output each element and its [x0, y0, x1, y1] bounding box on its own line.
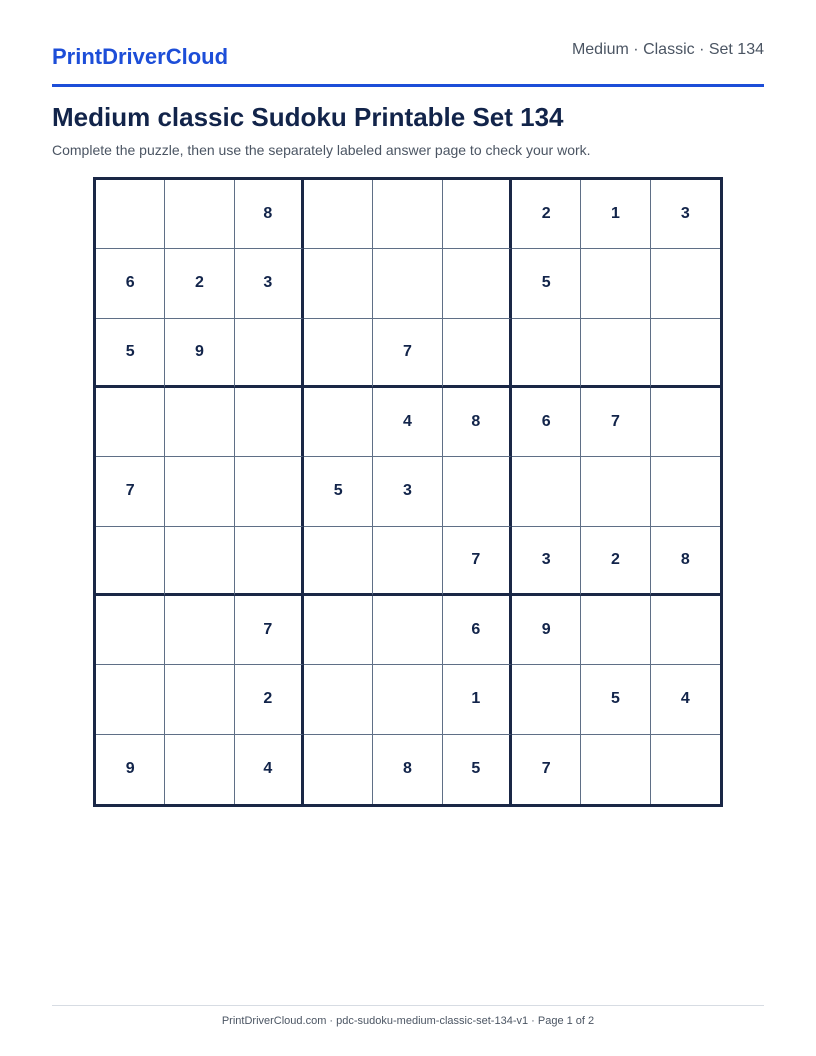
sudoku-cell-r8-c8[interactable]: 5 — [581, 665, 650, 734]
sudoku-cell-r2-c6[interactable] — [443, 249, 512, 318]
brand-logo: PrintDriverCloud — [52, 44, 229, 69]
sudoku-cell-r9-c7[interactable]: 7 — [512, 735, 581, 804]
page-subtitle: Complete the puzzle, then use the separately labeled answer page to check your work. — [52, 142, 591, 158]
sudoku-cell-r1-c9[interactable]: 3 — [651, 180, 720, 249]
sudoku-cell-r2-c9[interactable] — [651, 249, 720, 318]
sudoku-cell-r7-c1[interactable] — [96, 596, 165, 665]
sudoku-cell-r2-c8[interactable] — [581, 249, 650, 318]
sudoku-cell-r4-c2[interactable] — [165, 388, 234, 457]
sudoku-cell-r8-c5[interactable] — [373, 665, 442, 734]
sudoku-cell-r8-c1[interactable] — [96, 665, 165, 734]
sudoku-cell-r2-c7[interactable]: 5 — [512, 249, 581, 318]
sudoku-cell-r5-c7[interactable] — [512, 457, 581, 526]
page-title: Medium classic Sudoku Printable Set 134 — [52, 102, 564, 132]
puzzle-meta: Medium · Classic · Set 134 — [571, 41, 764, 58]
sudoku-cell-r4-c4[interactable] — [304, 388, 373, 457]
sudoku-cell-r9-c2[interactable] — [165, 735, 234, 804]
sudoku-cell-r8-c4[interactable] — [304, 665, 373, 734]
sudoku-cell-r7-c6[interactable]: 6 — [443, 596, 512, 665]
sudoku-cell-r1-c2[interactable] — [165, 180, 234, 249]
sudoku-cell-r6-c6[interactable]: 7 — [443, 527, 512, 596]
sudoku-cell-r3-c9[interactable] — [651, 319, 720, 388]
sudoku-cell-r7-c3[interactable]: 7 — [235, 596, 304, 665]
sudoku-cell-r2-c5[interactable] — [373, 249, 442, 318]
sudoku-cell-r4-c7[interactable]: 6 — [512, 388, 581, 457]
sudoku-cell-r3-c4[interactable] — [304, 319, 373, 388]
sudoku-cell-r8-c7[interactable] — [512, 665, 581, 734]
sudoku-cell-r8-c6[interactable]: 1 — [443, 665, 512, 734]
sudoku-cell-r3-c6[interactable] — [443, 319, 512, 388]
sudoku-cell-r1-c7[interactable]: 2 — [512, 180, 581, 249]
sudoku-cell-r5-c5[interactable]: 3 — [373, 457, 442, 526]
sudoku-cell-r1-c3[interactable]: 8 — [235, 180, 304, 249]
sudoku-cell-r1-c5[interactable] — [373, 180, 442, 249]
sudoku-cell-r4-c9[interactable] — [651, 388, 720, 457]
sudoku-cell-r6-c7[interactable]: 3 — [512, 527, 581, 596]
sudoku-cell-r1-c8[interactable]: 1 — [581, 180, 650, 249]
sudoku-cell-r5-c9[interactable] — [651, 457, 720, 526]
sudoku-cell-r2-c1[interactable]: 6 — [96, 249, 165, 318]
page-footer: PrintDriverCloud.com · pdc-sudoku-medium-classic-set-134-v1 · Page 1 of 2 — [52, 1005, 764, 1027]
sudoku-cell-r6-c2[interactable] — [165, 527, 234, 596]
sudoku-cell-r7-c9[interactable] — [651, 596, 720, 665]
sudoku-cell-r1-c4[interactable] — [304, 180, 373, 249]
sudoku-cell-r2-c2[interactable]: 2 — [165, 249, 234, 318]
sudoku-cell-r5-c3[interactable] — [235, 457, 304, 526]
sudoku-cell-r7-c2[interactable] — [165, 596, 234, 665]
sudoku-cell-r8-c9[interactable]: 4 — [651, 665, 720, 734]
sudoku-cell-r3-c5[interactable]: 7 — [373, 319, 442, 388]
sudoku-cell-r3-c2[interactable]: 9 — [165, 319, 234, 388]
sudoku-cell-r4-c6[interactable]: 8 — [443, 388, 512, 457]
sudoku-cell-r5-c4[interactable]: 5 — [304, 457, 373, 526]
sudoku-cell-r8-c2[interactable] — [165, 665, 234, 734]
sudoku-cell-r1-c6[interactable] — [443, 180, 512, 249]
sudoku-cell-r9-c4[interactable] — [304, 735, 373, 804]
sudoku-cell-r9-c6[interactable]: 5 — [443, 735, 512, 804]
sudoku-cell-r5-c6[interactable] — [443, 457, 512, 526]
sudoku-cell-r4-c3[interactable] — [235, 388, 304, 457]
sudoku-cell-r4-c5[interactable]: 4 — [373, 388, 442, 457]
sudoku-cell-r6-c4[interactable] — [304, 527, 373, 596]
sudoku-cell-r3-c7[interactable] — [512, 319, 581, 388]
sudoku-cell-r9-c1[interactable]: 9 — [96, 735, 165, 804]
sudoku-cell-r9-c8[interactable] — [581, 735, 650, 804]
sudoku-cell-r6-c5[interactable] — [373, 527, 442, 596]
page-header — [52, 38, 764, 87]
sudoku-cell-r7-c5[interactable] — [373, 596, 442, 665]
sudoku-cell-r6-c8[interactable]: 2 — [581, 527, 650, 596]
sudoku-cell-r5-c8[interactable] — [581, 457, 650, 526]
sudoku-cell-r5-c2[interactable] — [165, 457, 234, 526]
sudoku-cell-r7-c7[interactable]: 9 — [512, 596, 581, 665]
sudoku-cell-r2-c4[interactable] — [304, 249, 373, 318]
sudoku-cell-r2-c3[interactable]: 3 — [235, 249, 304, 318]
sudoku-cell-r4-c1[interactable] — [96, 388, 165, 457]
sudoku-cell-r3-c8[interactable] — [581, 319, 650, 388]
sudoku-cell-r9-c9[interactable] — [651, 735, 720, 804]
sudoku-cell-r7-c4[interactable] — [304, 596, 373, 665]
sudoku-cell-r3-c3[interactable] — [235, 319, 304, 388]
sudoku-cell-r5-c1[interactable]: 7 — [96, 457, 165, 526]
sudoku-cell-r1-c1[interactable] — [96, 180, 165, 249]
sudoku-cell-r8-c3[interactable]: 2 — [235, 665, 304, 734]
sudoku-cell-r3-c1[interactable]: 5 — [96, 319, 165, 388]
sudoku-cell-r4-c8[interactable]: 7 — [581, 388, 650, 457]
sudoku-cell-r9-c5[interactable]: 8 — [373, 735, 442, 804]
sudoku-cell-r9-c3[interactable]: 4 — [235, 735, 304, 804]
sudoku-cell-r6-c9[interactable]: 8 — [651, 527, 720, 596]
sudoku-cell-r6-c1[interactable] — [96, 527, 165, 596]
sudoku-grid — [93, 177, 723, 807]
sudoku-cell-r7-c8[interactable] — [581, 596, 650, 665]
sudoku-cell-r6-c3[interactable] — [235, 527, 304, 596]
